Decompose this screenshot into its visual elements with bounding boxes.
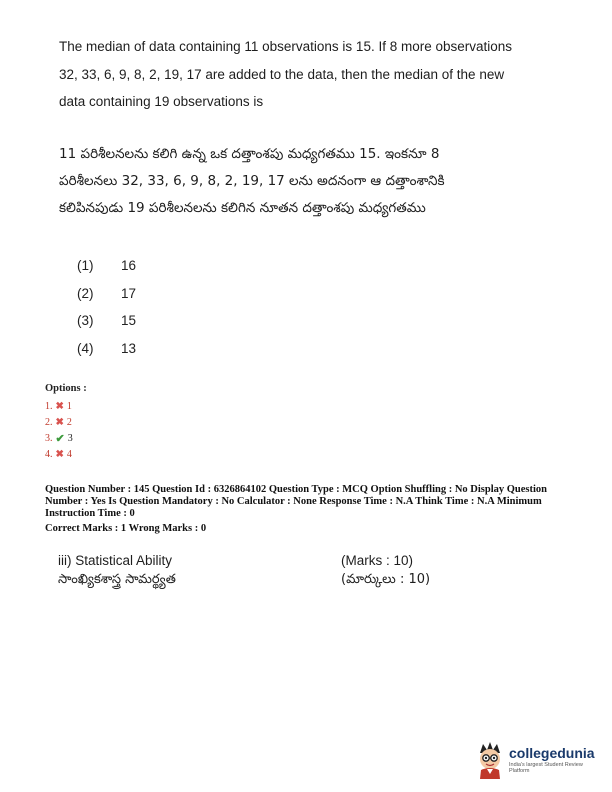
collegedunia-logo — [474, 735, 604, 783]
question-english-line: data containing 19 observations is — [59, 94, 264, 109]
question-english-line: 32, 33, 6, 9, 8, 2, 19, 17 are added to the data, then the median of the new — [59, 66, 505, 82]
option-value: 3 — [67, 433, 73, 444]
question-english — [59, 33, 559, 116]
check-icon: ✔ — [55, 433, 65, 445]
choice-number: (4) — [77, 340, 94, 356]
option-value: 4 — [66, 449, 72, 460]
choice-3 — [77, 307, 136, 335]
option-4 — [45, 447, 73, 463]
question-english-line: The median of data containing 11 observations is 15. If 8 more observations — [59, 39, 513, 54]
question-marks: Correct Marks : 1 Wrong Marks : 0 — [45, 523, 207, 534]
choice-value: 13 — [121, 340, 137, 356]
section-marks-te: (మార్కులు : 10) — [341, 572, 431, 587]
option-index: 4. — [45, 449, 53, 460]
cross-icon: ✖ — [55, 449, 64, 460]
option-value: 1 — [66, 401, 72, 412]
cross-icon: ✖ — [55, 401, 64, 412]
choice-number: (1) — [77, 258, 94, 273]
question-telugu-line: పరిశీలనలు 32, 33, 6, 9, 8, 2, 19, 17 లను అదనంగా ఆ దత్తాంశానికి — [59, 173, 445, 189]
choice-value: 15 — [121, 313, 137, 328]
question-telugu-line: కలిపినపుడు 19 పరిశీలనలను కలిగిన నూతన దత్తాంశపు మధ్యగతము — [59, 200, 426, 216]
section-title-en: iii) Statistical Ability — [58, 553, 173, 568]
option-3 — [45, 431, 73, 447]
option-1 — [45, 399, 73, 415]
options-list — [45, 399, 73, 463]
cross-icon: ✖ — [55, 417, 64, 428]
section-marks-en: (Marks : 10) — [341, 553, 414, 568]
logo-tagline: India's largest Student Review Platform — [509, 761, 583, 774]
option-index: 2. — [45, 417, 53, 428]
question-telugu-line: 11 పరిశీలనలను కలిగి ఉన్న ఒక దత్తాంశపు మధ్యగతము 15. ఇంకనూ 8 — [59, 146, 440, 162]
question-details: Question Number : 145 Question Id : 6326864102 Question Type : MCQ Option Shuffling : No Display Question Number : Yes Is Question Mandatory : No Calculator : None Response Time : N.A Think Time : N.A Minimum Instruction Time : 0 — [45, 484, 548, 519]
option-index: 3. — [45, 433, 53, 444]
option-index: 1. — [45, 401, 53, 412]
choice-value: 16 — [121, 258, 137, 273]
section-title-te: సాంఖ్యికశాస్త్ర సామర్థ్యత — [58, 572, 176, 587]
answer-choices — [77, 252, 136, 362]
logo-name: collegedunia — [509, 744, 595, 761]
mascot-icon — [474, 739, 506, 779]
options-title: Options : — [45, 383, 87, 394]
option-2 — [45, 415, 73, 431]
option-value: 2 — [66, 417, 72, 428]
choice-number: (2) — [77, 285, 94, 301]
choice-4 — [77, 335, 136, 363]
section-header — [58, 551, 478, 589]
question-telugu — [59, 141, 559, 222]
choice-number: (3) — [77, 313, 94, 328]
choice-value: 17 — [121, 285, 137, 301]
choice-2 — [77, 280, 136, 308]
choice-1 — [77, 252, 136, 280]
